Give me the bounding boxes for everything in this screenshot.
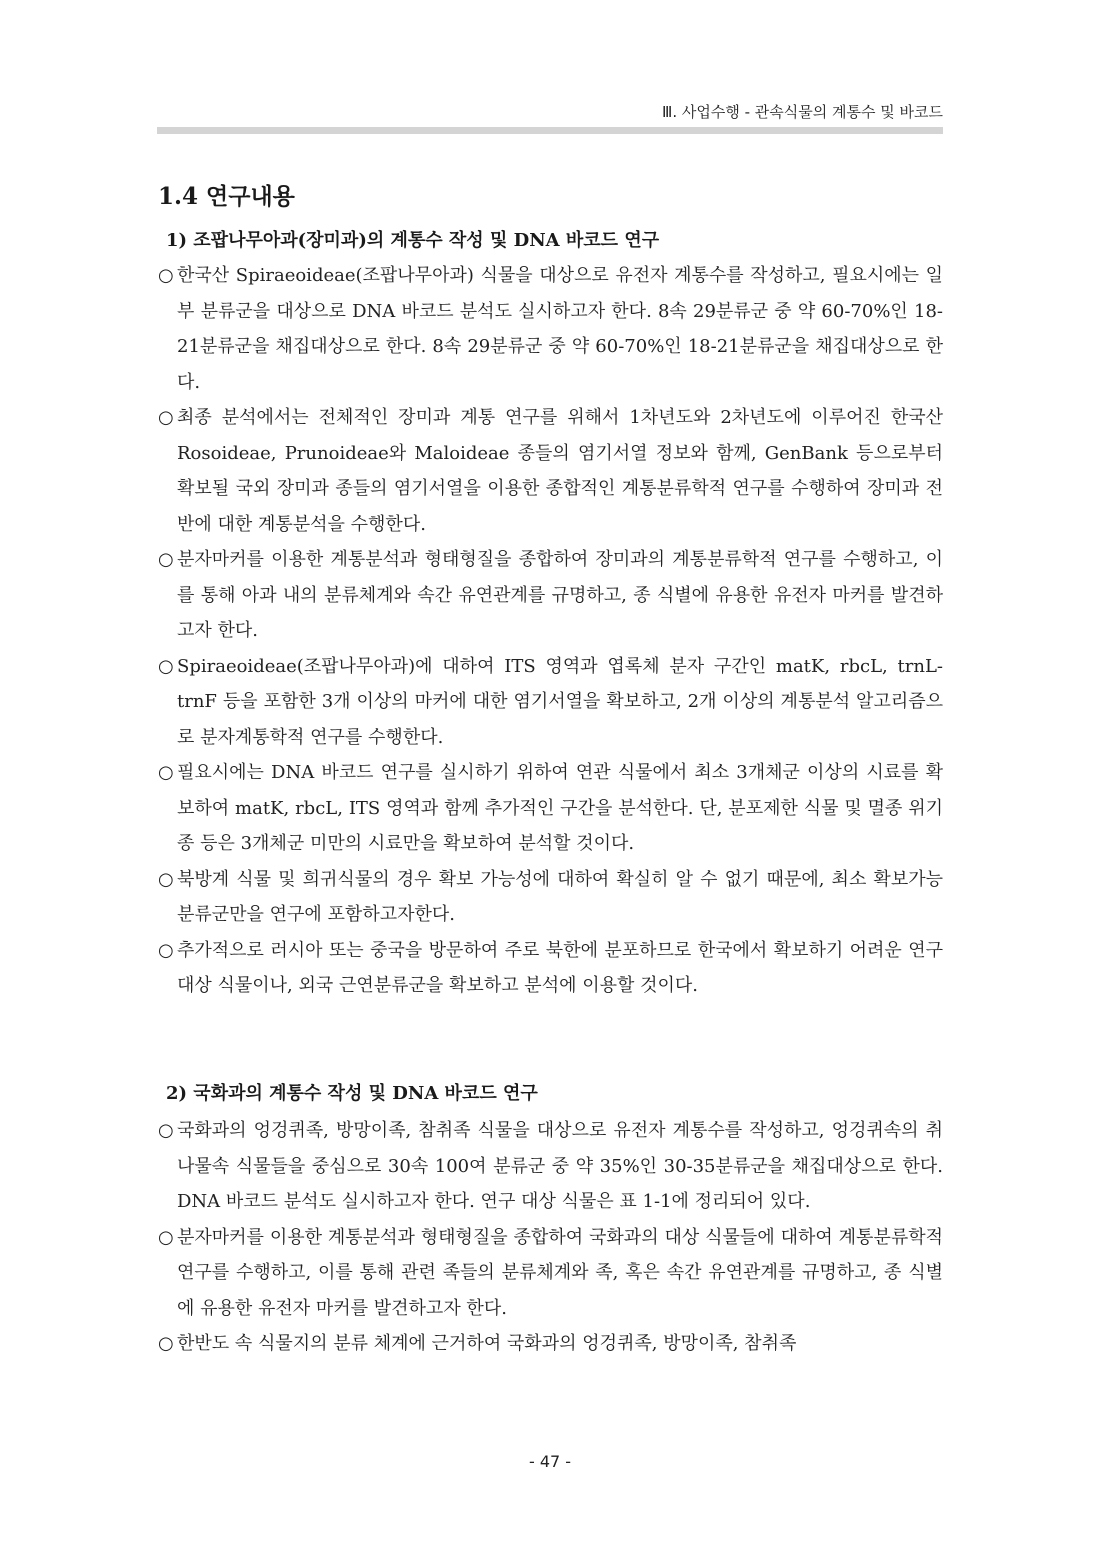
bullet-icon: ○ xyxy=(158,762,174,783)
bullet-icon: ○ xyxy=(158,655,174,677)
page-number: - 47 - xyxy=(528,1452,572,1471)
section-title: 1.4 연구내용 xyxy=(158,183,295,210)
subsection-2-title: 2) 국화과의 계통수 작성 및 DNA 바코드 연구 xyxy=(166,1083,538,1104)
list-item-text: 국화과의 엉겅퀴족, 방망이족, 참취족 식물을 대상으로 유전자 계통수를 작성하고, 엉겅퀴속의 취나물속 식물들을 중심으로 30속 100여 분류군 중 약 35%인 30-35분류군을 채집대상으로 한다. DNA 바코드 분석도 실시하고자 한다. 연구 대상 식물은 표 1-1에 정리되어 있다. xyxy=(177,1120,943,1212)
list-item-text: 분자마커를 이용한 계통분석과 형태형질을 종합하여 국화과의 대상 식물들에 대하여 계통분류학적 연구를 수행하고, 이를 통해 관련 족들의 분류체계와 족, 혹은 속간 유연관계를 규명하고, 종 식별에 유용한 유전자 마커를 발견하고자 한다. xyxy=(177,1226,943,1319)
list-item-text: 최종 분석에서는 전체적인 장미과 계통 연구를 위해서 1차년도와 2차년도에 이루어진 한국산 Rosoideae, Prunoideae와 Maloideae 종들의 염기서열 정보와 함께, GenBank 등으로부터 확보될 국외 장미과 종들의 염기서열을 이용한 종합적인 계통분류학적 연구를 수행하여 장미과 전반에 대한 계통분석을 수행한다. xyxy=(177,407,943,535)
header-rule xyxy=(157,127,943,134)
bullet-icon: ○ xyxy=(158,868,174,890)
list-item-text: Spiraeoideae(조팝나무아과)에 대하여 ITS 영역과 엽록체 분자 구간인 matK, rbcL, trnL-trnF 등을 포함한 3개 이상의 마커에 대한 염기서열을 확보하고, 2개 이상의 계통분석 알고리즘으로 분자계통학적 연구를 수행한다. xyxy=(177,655,943,748)
list-item xyxy=(158,862,943,933)
bullet-icon: ○ xyxy=(158,1226,174,1248)
list-item xyxy=(158,1220,943,1327)
list-item-text: 한반도 속 식물지의 분류 체계에 근거하여 국화과의 엉겅퀴족, 방망이족, 참취족 xyxy=(177,1333,797,1354)
list-item xyxy=(158,258,943,400)
list-item xyxy=(158,933,943,1004)
list-item-text: 한국산 Spiraeoideae(조팝나무아과) 식물을 대상으로 유전자 계통수를 작성하고, 필요시에는 일부 분류군을 대상으로 DNA 바코드 분석도 실시하고자 한다. 8속 29분류군 중 약 60-70%인 18-21분류군을 채집대상으로 한다. 8속 29분류군 중 약 60-70%인 18-21분류군을 채집대상으로 한다. xyxy=(177,265,943,393)
bullet-icon: ○ xyxy=(158,265,174,286)
subsection-2-body xyxy=(158,1113,943,1362)
list-item xyxy=(158,542,943,649)
list-item xyxy=(158,755,943,862)
list-item xyxy=(158,1113,943,1220)
bullet-icon: ○ xyxy=(158,1333,174,1354)
subsection-1-body xyxy=(158,258,943,1004)
list-item-text: 북방계 식물 및 희귀식물의 경우 확보 가능성에 대하여 확실히 알 수 없기 때문에, 최소 확보가능 분류군만을 연구에 포함하고자한다. xyxy=(177,868,943,925)
bullet-icon: ○ xyxy=(158,549,174,570)
subsection-1-title: 1) 조팝나무아과(장미과)의 계통수 작성 및 DNA 바코드 연구 xyxy=(166,230,660,251)
bullet-icon: ○ xyxy=(158,939,174,961)
list-item-text: 분자마커를 이용한 계통분석과 형태형질을 종합하여 장미과의 계통분류학적 연구를 수행하고, 이를 통해 아과 내의 분류체계와 속간 유연관계를 규명하고, 종 식별에 유용한 유전자 마커를 발견하고자 한다. xyxy=(177,549,943,641)
list-item xyxy=(158,649,943,756)
bullet-icon: ○ xyxy=(158,1120,174,1141)
bullet-icon: ○ xyxy=(158,407,174,428)
list-item xyxy=(158,1326,943,1362)
running-header: Ⅲ. 사업수행 - 관속식물의 계통수 및 바코드 xyxy=(662,103,943,121)
list-item xyxy=(158,400,943,542)
list-item-text: 필요시에는 DNA 바코드 연구를 실시하기 위하여 연관 식물에서 최소 3개체군 이상의 시료를 확보하여 matK, rbcL, ITS 영역과 함께 추가적인 구간을 분석한다. 단, 분포제한 식물 및 멸종 위기종 등은 3개체군 미만의 시료만을 확보하여 분석할 것이다. xyxy=(177,762,943,854)
list-item-text: 추가적으로 러시아 또는 중국을 방문하여 주로 북한에 분포하므로 한국에서 확보하기 어려운 연구대상 식물이나, 외국 근연분류군을 확보하고 분석에 이용할 것이다. xyxy=(177,939,943,996)
